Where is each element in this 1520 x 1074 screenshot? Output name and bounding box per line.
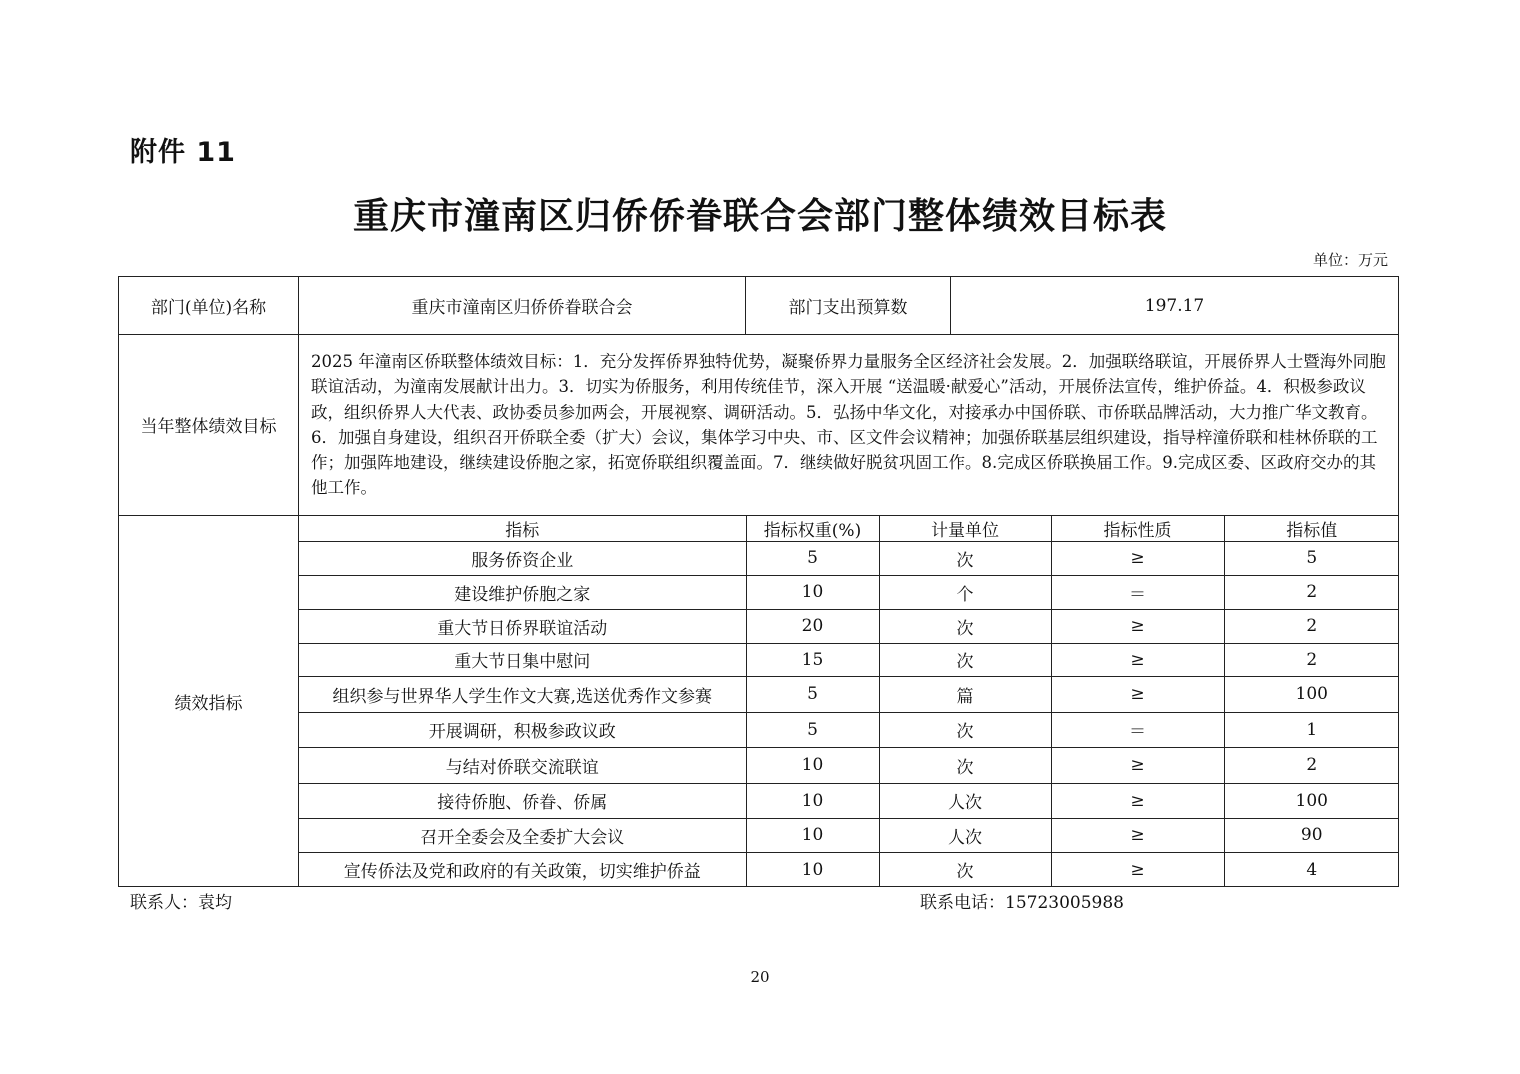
indicator-unit: 次 (879, 852, 1051, 886)
indicator-name: 与结对侨联交流联谊 (299, 747, 746, 783)
dept-row (119, 277, 1399, 335)
table-row (299, 643, 1399, 676)
indicator-unit: 篇 (879, 676, 1051, 712)
indicators-row (119, 515, 1399, 887)
indicator-weight: 10 (746, 783, 879, 818)
indicator-name: 接待侨胞、侨眷、侨属 (299, 783, 746, 818)
table-row (299, 676, 1399, 712)
indicator-weight: 10 (746, 575, 879, 609)
indicators-table (299, 516, 1399, 887)
indicator-weight: 10 (746, 818, 879, 852)
page-number: 20 (750, 968, 770, 986)
indicator-value: 5 (1224, 541, 1399, 575)
indicator-name: 服务侨资企业 (299, 541, 746, 575)
indicator-value: 2 (1224, 575, 1399, 609)
contact-person: 联系人：袁均 (130, 893, 232, 913)
indicator-value: 90 (1224, 818, 1399, 852)
page-title: 重庆市潼南区归侨侨眷联合会部门整体绩效目标表 (352, 195, 1167, 237)
indicator-name: 宣传侨法及党和政府的有关政策，切实维护侨益 (299, 852, 746, 886)
indicator-nature: ≥ (1051, 818, 1224, 852)
indicator-name: 组织参与世界华人学生作文大赛,选送优秀作文参赛 (299, 676, 746, 712)
indicator-nature: ≥ (1051, 783, 1224, 818)
indicator-nature: ≥ (1051, 609, 1224, 643)
indicators-label: 绩效指标 (119, 515, 299, 887)
table-row (299, 818, 1399, 852)
contact-phone: 联系电话：15723005988 (920, 893, 1124, 913)
indicator-unit: 次 (879, 747, 1051, 783)
goal-text: 2025 年潼南区侨联整体绩效目标：1．充分发挥侨界独特优势，凝聚侨界力量服务全区经济社会发展。2．加强联络联谊，开展侨界人士暨海外同胞联谊活动，为潼南发展献计出力。3．切实为侨服务，利用传统佳节，深入开展 “送温暖·献爱心”活动，开展侨法宣传，维护侨益。4．积极参政议政，组织侨界人大代表、政协委员参加两会，开展视察、调研活动。5．弘扬中华文化，对接承办中国侨联、市侨联品牌活动，大力推广华文教育。6．加强自身建设，组织召开侨联全委（扩大）会议，集体学习中央、市、区文件会议精神；加强侨联基层组织建设，指导梓潼侨联和桂林侨联的工作；加强阵地建设，继续建设侨胞之家，拓宽侨联组织覆盖面。7．继续做好脱贫巩固工作。8.完成区侨联换届工作。9.完成区委、区政府交办的其他工作。 (299, 335, 1399, 516)
indicator-nature: ≥ (1051, 852, 1224, 886)
table-row (299, 609, 1399, 643)
column-header-indicator-name: 指标 (299, 516, 746, 542)
indicator-nature: ≥ (1051, 676, 1224, 712)
indicator-unit: 次 (879, 609, 1051, 643)
indicator-nature: ＝ (1051, 712, 1224, 747)
dept-name: 重庆市潼南区归侨侨眷联合会 (299, 277, 746, 335)
column-header-indicator-nature: 指标性质 (1051, 516, 1224, 542)
indicator-nature: ≥ (1051, 643, 1224, 676)
column-header-indicator-weight: 指标权重(%) (746, 516, 879, 542)
indicator-weight: 15 (746, 643, 879, 676)
indicator-name: 重大节日集中慰问 (299, 643, 746, 676)
indicator-nature: ＝ (1051, 575, 1224, 609)
indicators-cell (299, 515, 1399, 887)
indicator-unit: 次 (879, 712, 1051, 747)
indicator-unit: 人次 (879, 818, 1051, 852)
column-header-indicator-value: 指标值 (1224, 516, 1399, 542)
indicator-weight: 10 (746, 852, 879, 886)
table-row (299, 783, 1399, 818)
indicator-weight: 5 (746, 676, 879, 712)
indicator-nature: ≥ (1051, 747, 1224, 783)
indicator-unit: 人次 (879, 783, 1051, 818)
indicator-name: 召开全委会及全委扩大会议 (299, 818, 746, 852)
table-row (299, 541, 1399, 575)
table-row (299, 712, 1399, 747)
attachment-label: 附件 11 (130, 137, 236, 168)
indicator-weight: 20 (746, 609, 879, 643)
indicator-weight: 5 (746, 541, 879, 575)
indicator-name: 建设维护侨胞之家 (299, 575, 746, 609)
indicator-value: 4 (1224, 852, 1399, 886)
indicator-value: 1 (1224, 712, 1399, 747)
budget-value: 197.17 (951, 277, 1399, 335)
indicator-value: 2 (1224, 609, 1399, 643)
unit-label: 单位：万元 (1312, 251, 1388, 269)
indicator-unit: 个 (879, 575, 1051, 609)
indicator-unit: 次 (879, 643, 1051, 676)
indicator-weight: 10 (746, 747, 879, 783)
table-row (299, 575, 1399, 609)
indicator-weight: 5 (746, 712, 879, 747)
indicator-name: 开展调研，积极参政议政 (299, 712, 746, 747)
indicators-header-row (299, 516, 1399, 542)
dept-label: 部门(单位)名称 (119, 277, 299, 335)
budget-label: 部门支出预算数 (746, 277, 951, 335)
indicator-name: 重大节日侨界联谊活动 (299, 609, 746, 643)
indicator-value: 2 (1224, 747, 1399, 783)
indicator-unit: 次 (879, 541, 1051, 575)
table-row (299, 852, 1399, 886)
indicator-value: 100 (1224, 783, 1399, 818)
indicator-value: 100 (1224, 676, 1399, 712)
goal-label: 当年整体绩效目标 (119, 335, 299, 516)
goal-row (119, 335, 1399, 516)
column-header-indicator-unit: 计量单位 (879, 516, 1051, 542)
table-row (299, 747, 1399, 783)
performance-table (118, 276, 1399, 887)
indicator-nature: ≥ (1051, 541, 1224, 575)
indicator-value: 2 (1224, 643, 1399, 676)
